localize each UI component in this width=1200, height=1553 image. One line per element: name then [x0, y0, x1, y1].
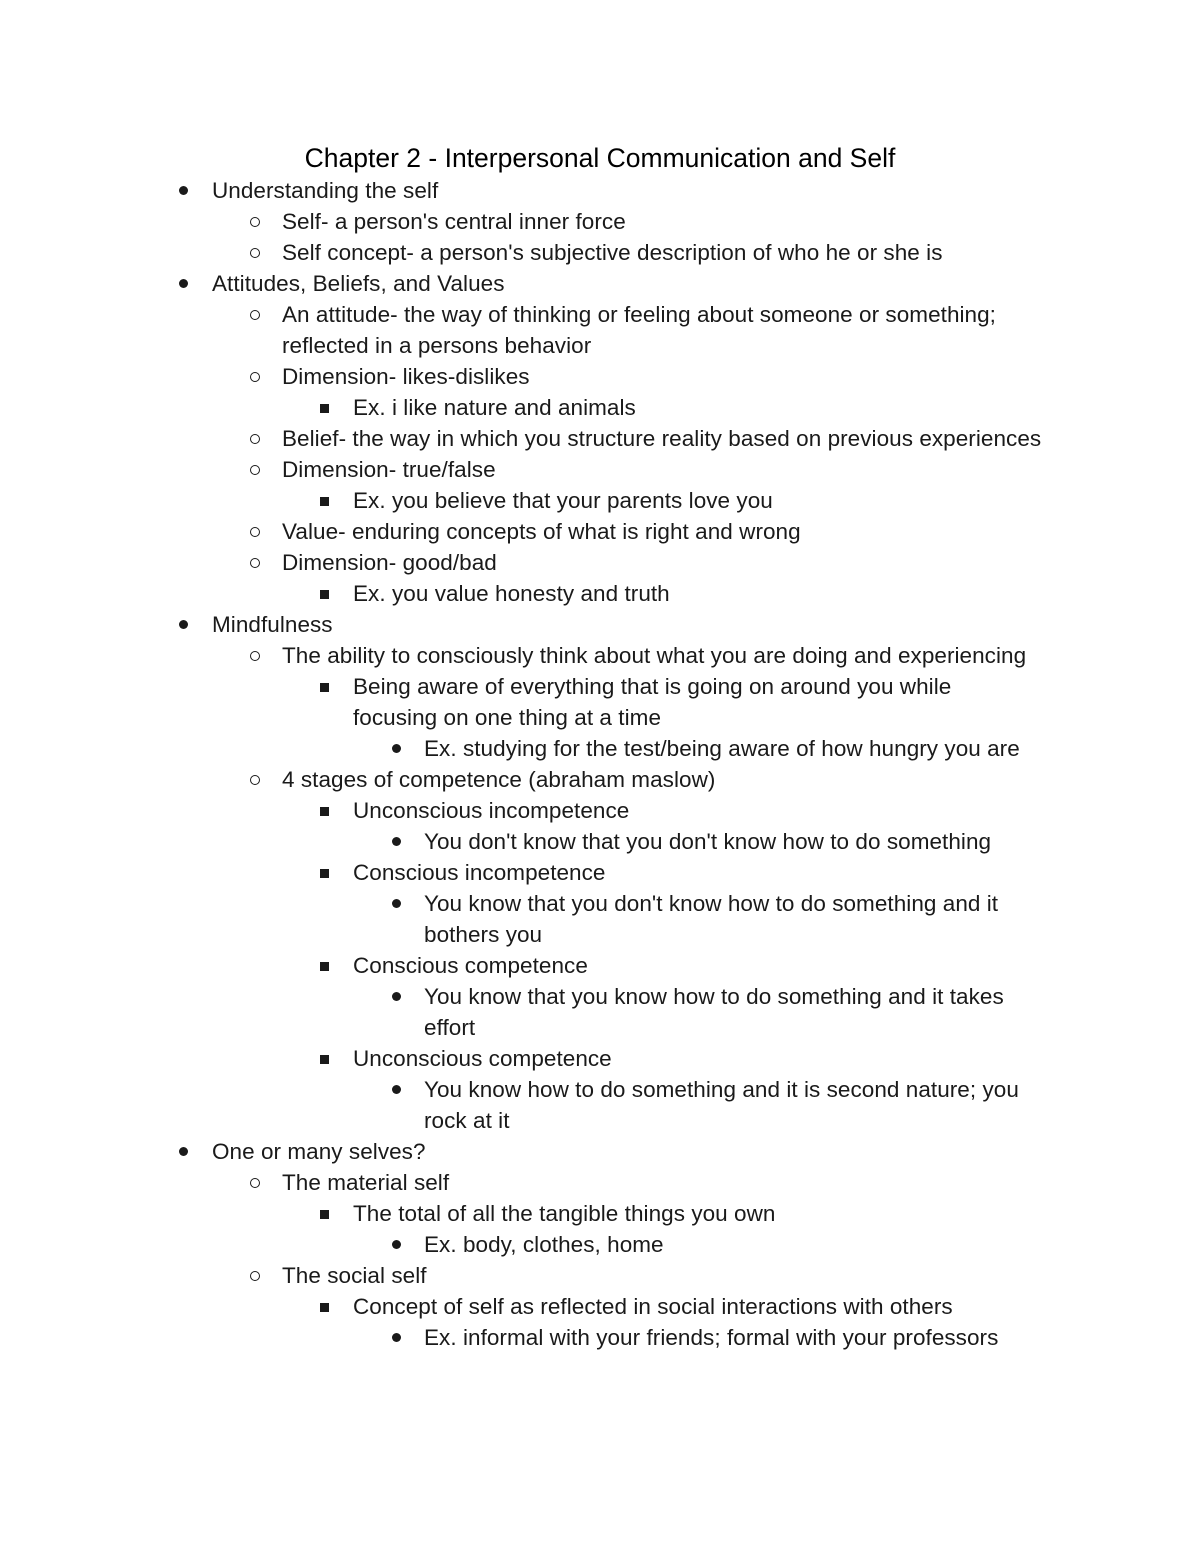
list-item-text: Self concept- a person's subjective description of who he or she is — [282, 240, 943, 265]
list-item — [0, 578, 1200, 609]
list-item-text: 4 stages of competence (abraham maslow) — [282, 767, 716, 792]
list-item — [0, 1074, 1200, 1136]
circle-bullet-icon — [250, 775, 260, 785]
list-item — [0, 206, 1200, 237]
list-item — [0, 454, 1200, 485]
disc-bullet-icon — [392, 744, 401, 753]
list-item — [0, 516, 1200, 547]
list-item — [0, 423, 1200, 454]
list-item-text: You know that you know how to do something and it takes effort — [424, 984, 1004, 1040]
list-item — [0, 1291, 1200, 1322]
list-item — [0, 671, 1200, 733]
circle-bullet-icon — [250, 558, 260, 568]
list-item — [0, 1136, 1200, 1167]
list-item-text: Attitudes, Beliefs, and Values — [212, 271, 505, 296]
list-item-text: Ex. i like nature and animals — [353, 395, 636, 420]
list-item-text: Conscious competence — [353, 953, 588, 978]
list-item-text: The social self — [282, 1263, 427, 1288]
square-bullet-icon — [320, 683, 329, 692]
list-item-text: One or many selves? — [212, 1139, 426, 1164]
square-bullet-icon — [320, 404, 329, 413]
list-item-text: Self- a person's central inner force — [282, 209, 626, 234]
disc-bullet-icon — [179, 186, 188, 195]
circle-bullet-icon — [250, 434, 260, 444]
list-item — [0, 299, 1200, 361]
list-item — [0, 1260, 1200, 1291]
list-item — [0, 1167, 1200, 1198]
list-item-text: Ex. you believe that your parents love you — [353, 488, 773, 513]
list-item — [0, 1198, 1200, 1229]
disc-bullet-icon — [179, 279, 188, 288]
list-item — [0, 547, 1200, 578]
disc-bullet-icon — [392, 1333, 401, 1342]
square-bullet-icon — [320, 962, 329, 971]
list-item-text: You know that you don't know how to do something and it bothers you — [424, 891, 999, 947]
list-item-text: Ex. body, clothes, home — [424, 1232, 664, 1257]
list-item-text: An attitude- the way of thinking or feeling about someone or something; reflected in a persons behavior — [282, 302, 996, 358]
list-item-text: Dimension- good/bad — [282, 550, 497, 575]
list-item-text: Ex. studying for the test/being aware of how hungry you are — [424, 736, 1020, 761]
disc-bullet-icon — [392, 1085, 401, 1094]
list-item-text: Belief- the way in which you structure reality based on previous experiences — [282, 426, 1042, 451]
list-item-text: Unconscious incompetence — [353, 798, 630, 823]
list-item-text: Ex. informal with your friends; formal with your professors — [424, 1325, 999, 1350]
list-item — [0, 795, 1200, 826]
circle-bullet-icon — [250, 248, 260, 258]
list-item — [0, 1043, 1200, 1074]
disc-bullet-icon — [392, 837, 401, 846]
list-item — [0, 888, 1200, 950]
list-item-text: Conscious incompetence — [353, 860, 606, 885]
list-item-text: Unconscious competence — [353, 1046, 612, 1071]
list-item-text: Mindfulness — [212, 612, 333, 637]
square-bullet-icon — [320, 497, 329, 506]
square-bullet-icon — [320, 590, 329, 599]
list-item — [0, 361, 1200, 392]
circle-bullet-icon — [250, 465, 260, 475]
circle-bullet-icon — [250, 1271, 260, 1281]
list-item-text: Being aware of everything that is going on around you while focusing on one thing at a time — [353, 674, 952, 730]
circle-bullet-icon — [250, 1178, 260, 1188]
list-item — [0, 981, 1200, 1043]
list-item — [0, 764, 1200, 795]
square-bullet-icon — [320, 1303, 329, 1312]
list-item — [0, 640, 1200, 671]
list-item-text: Dimension- likes-dislikes — [282, 364, 530, 389]
list-item-text: The ability to consciously think about what you are doing and experiencing — [282, 643, 1027, 668]
list-item — [0, 237, 1200, 268]
list-item — [0, 609, 1200, 640]
page-title: Chapter 2 - Interpersonal Communication and Self — [304, 143, 896, 173]
outline-list — [0, 175, 1200, 1353]
circle-bullet-icon — [250, 372, 260, 382]
disc-bullet-icon — [392, 992, 401, 1001]
circle-bullet-icon — [250, 651, 260, 661]
list-item-text: Concept of self as reflected in social interactions with others — [353, 1294, 953, 1319]
disc-bullet-icon — [179, 1147, 188, 1156]
list-item — [0, 175, 1200, 206]
square-bullet-icon — [320, 807, 329, 816]
list-item — [0, 1229, 1200, 1260]
list-item-text: You don't know that you don't know how to do something — [424, 829, 992, 854]
list-item — [0, 950, 1200, 981]
list-item-text: Value- enduring concepts of what is right and wrong — [282, 519, 801, 544]
disc-bullet-icon — [392, 899, 401, 908]
list-item — [0, 826, 1200, 857]
list-item — [0, 268, 1200, 299]
disc-bullet-icon — [392, 1240, 401, 1249]
list-item-text: Understanding the self — [212, 178, 439, 203]
circle-bullet-icon — [250, 310, 260, 320]
circle-bullet-icon — [250, 217, 260, 227]
list-item — [0, 857, 1200, 888]
square-bullet-icon — [320, 869, 329, 878]
list-item — [0, 485, 1200, 516]
square-bullet-icon — [320, 1055, 329, 1064]
list-item — [0, 733, 1200, 764]
list-item-text: The material self — [282, 1170, 450, 1195]
list-item — [0, 392, 1200, 423]
disc-bullet-icon — [179, 620, 188, 629]
square-bullet-icon — [320, 1210, 329, 1219]
circle-bullet-icon — [250, 527, 260, 537]
list-item-text: The total of all the tangible things you own — [353, 1201, 776, 1226]
list-item-text: Dimension- true/false — [282, 457, 496, 482]
list-item-text: Ex. you value honesty and truth — [353, 581, 670, 606]
list-item-text: You know how to do something and it is second nature; you rock at it — [424, 1077, 1019, 1133]
list-item — [0, 1322, 1200, 1353]
